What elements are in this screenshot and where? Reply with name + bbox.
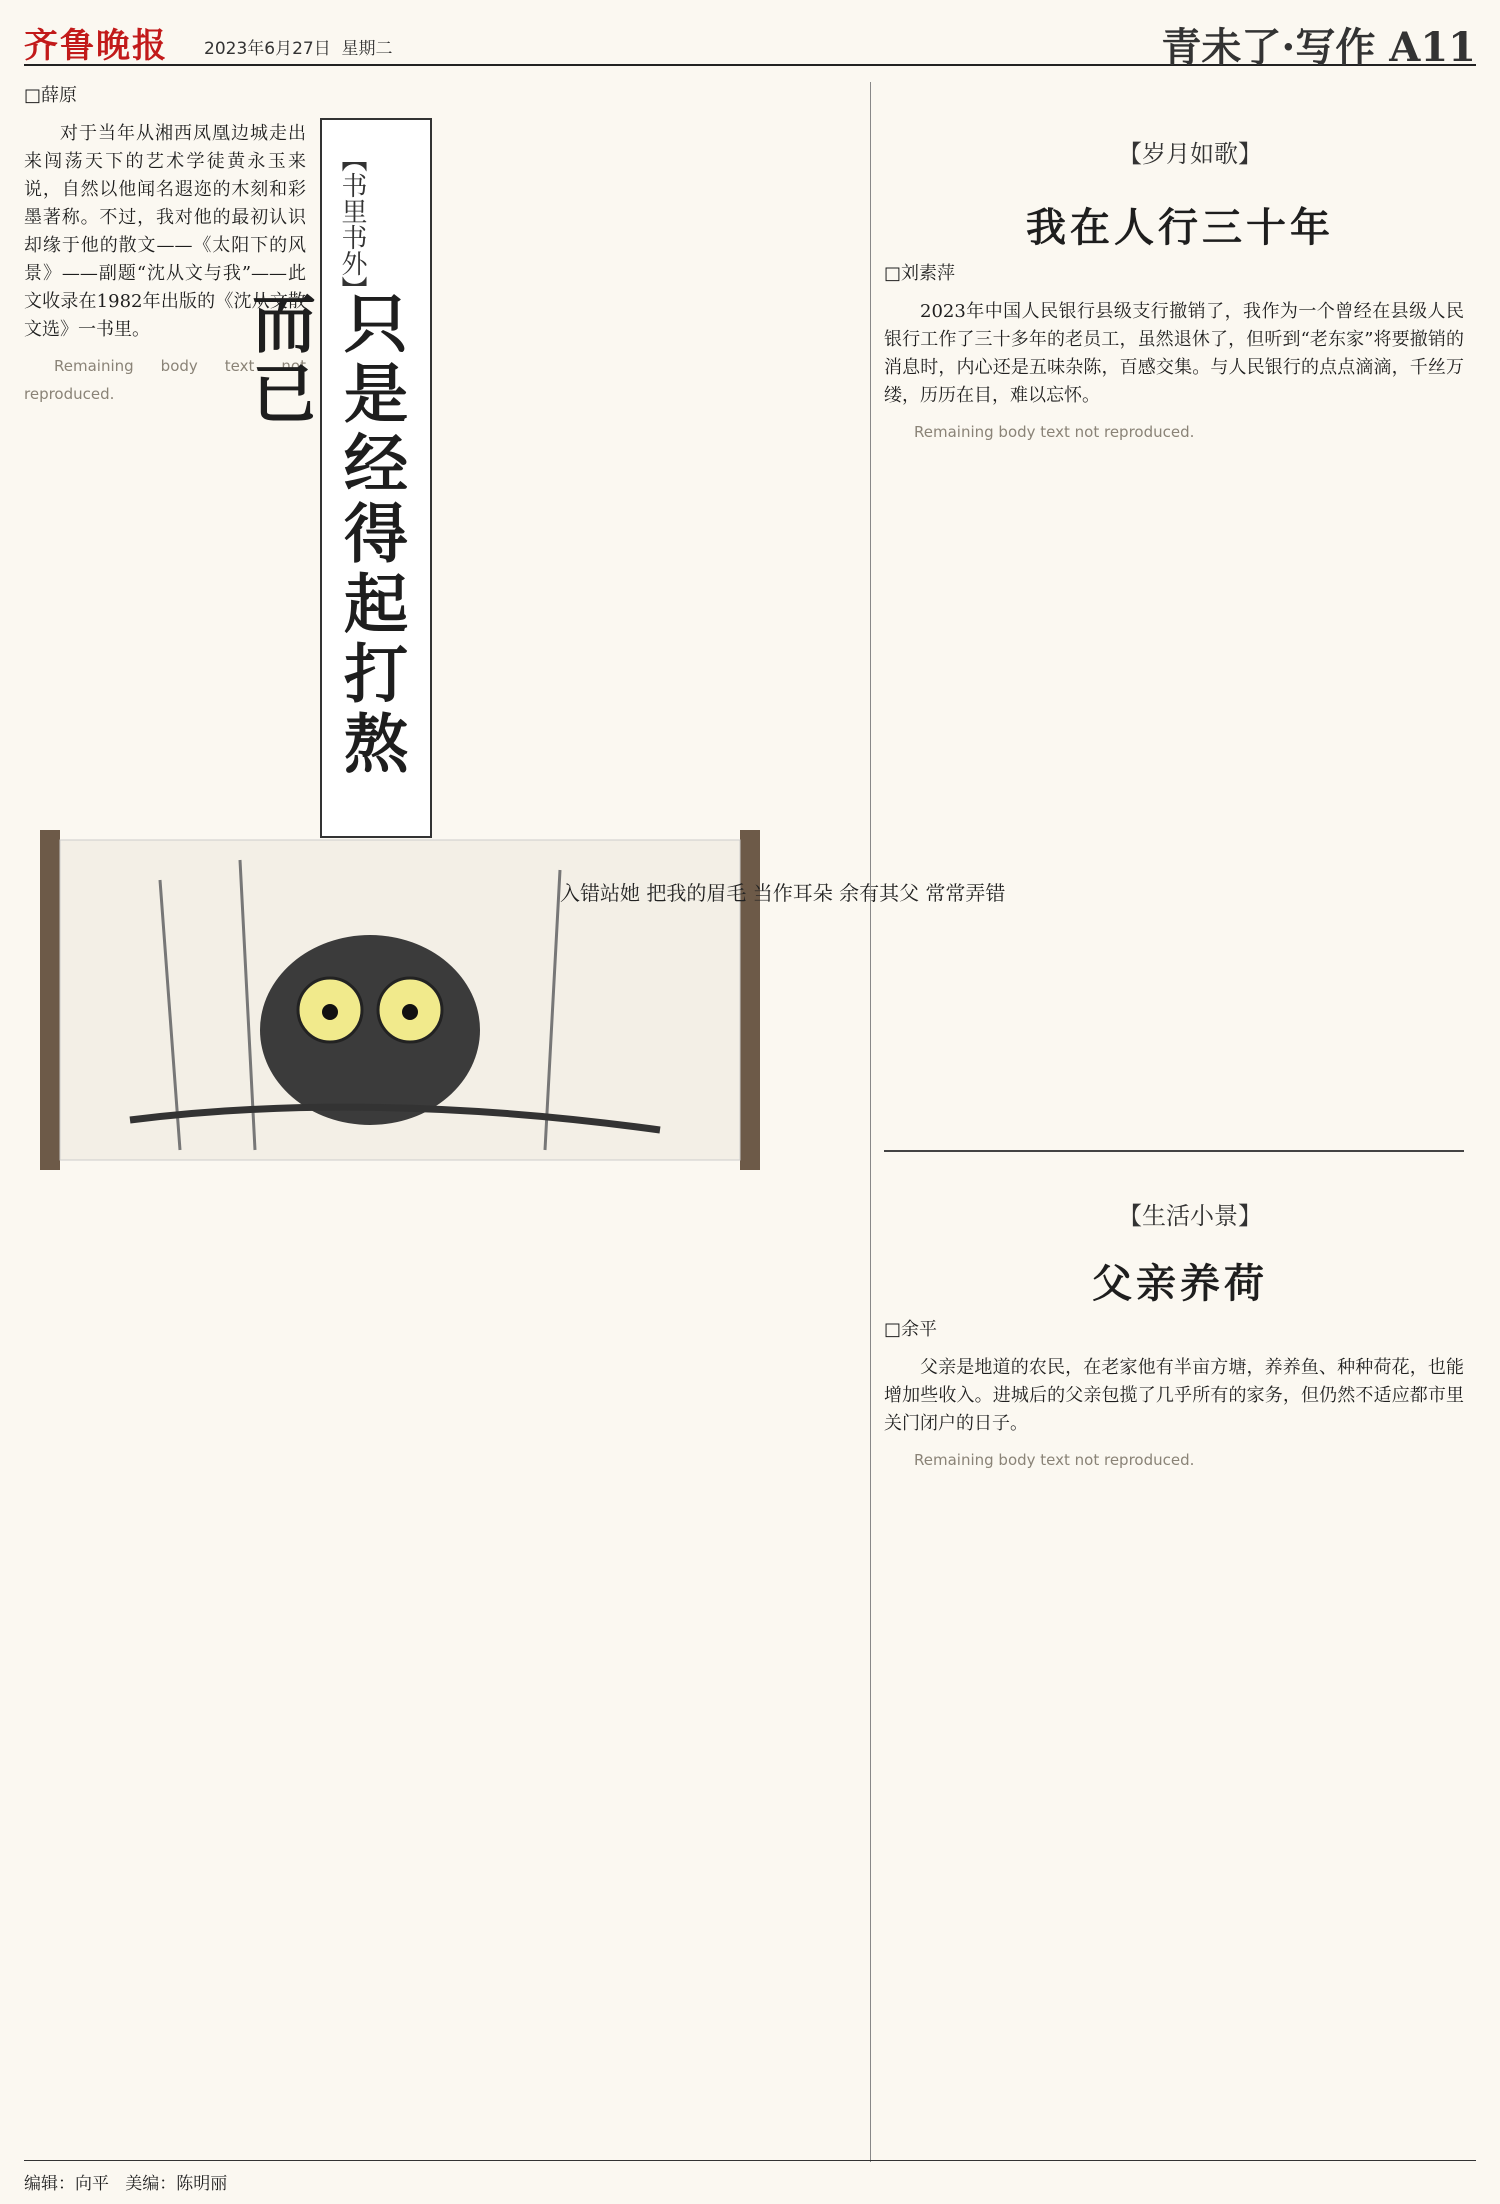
article3-author: □余平 (884, 1319, 938, 1340)
article1-author: □薛原 (24, 85, 78, 106)
article2-kicker: 【岁月如歌】 (1118, 140, 1262, 168)
article1-tag: 【书里书外】 (337, 146, 367, 302)
article3-title: 父亲养荷 (1092, 1260, 1268, 1307)
article2-author: □刘素萍 (884, 263, 956, 284)
article1-title: 只是经得起打熬而已 (241, 290, 408, 780)
section-title: 青未了·写作 A11 (1161, 24, 1476, 71)
article3-body (884, 1316, 1464, 2146)
footer-editor: 编辑：向平 (24, 2174, 109, 2194)
article1-first-paragraph: 对于当年从湘西凤凰边城走出来闯荡天下的艺术学徒黄永玉来说，自然以他闻名遐迩的木刻和彩墨著称。不过，我对他的最初认识却缘于他的散文——《太阳下的风景》——副题“沈从文与我”——此文收录在1982年出版的《沈从文散文选》一书里。 (24, 123, 306, 340)
article3-first-paragraph: 父亲是地道的农民，在老家他有半亩方塘，养养鱼、种种荷花，也能增加些收入。进城后的父亲包揽了几乎所有的家务，但仍然不适应都市里关门闭户的日子。 (884, 1357, 1464, 1434)
section-divider (884, 1150, 1464, 1152)
article2-title: 我在人行三十年 (1026, 204, 1334, 251)
article3-omitted-note: Remaining body text not reproduced. (914, 1451, 1195, 1469)
article2-omitted-note: Remaining body text not reproduced. (914, 423, 1195, 441)
article1-omitted-note: Remaining body text not reproduced. (24, 357, 306, 403)
footer-designer: 美编：陈明丽 (125, 2174, 228, 2194)
article3-kicker: 【生活小景】 (1118, 1202, 1262, 1230)
article2-first-paragraph: 2023年中国人民银行县级支行撤销了，我作为一个曾经在县级人民银行工作了三十多年的老员工，虽然退休了，但听到“老东家”将要撤销的消息时，内心还是五味杂陈，百感交集。与人民银行的点点滴滴，千丝万缕，历历在目，难以忘怀。 (884, 301, 1464, 406)
article2-body (884, 260, 1464, 1120)
masthead (24, 14, 1476, 71)
painting-inscription: 入错站她 把我的眉毛 当作耳朵 余有其父 常常弄错 (560, 881, 1006, 905)
newspaper-logo: 齐鲁晚报 (24, 26, 168, 66)
column-divider (870, 82, 871, 2162)
article1-title-box (241, 118, 432, 838)
page-footer (24, 2160, 1476, 2194)
owl-scroll-painting (40, 820, 1006, 1180)
issue-date: 2023年6月27日 星期二 (204, 39, 393, 59)
